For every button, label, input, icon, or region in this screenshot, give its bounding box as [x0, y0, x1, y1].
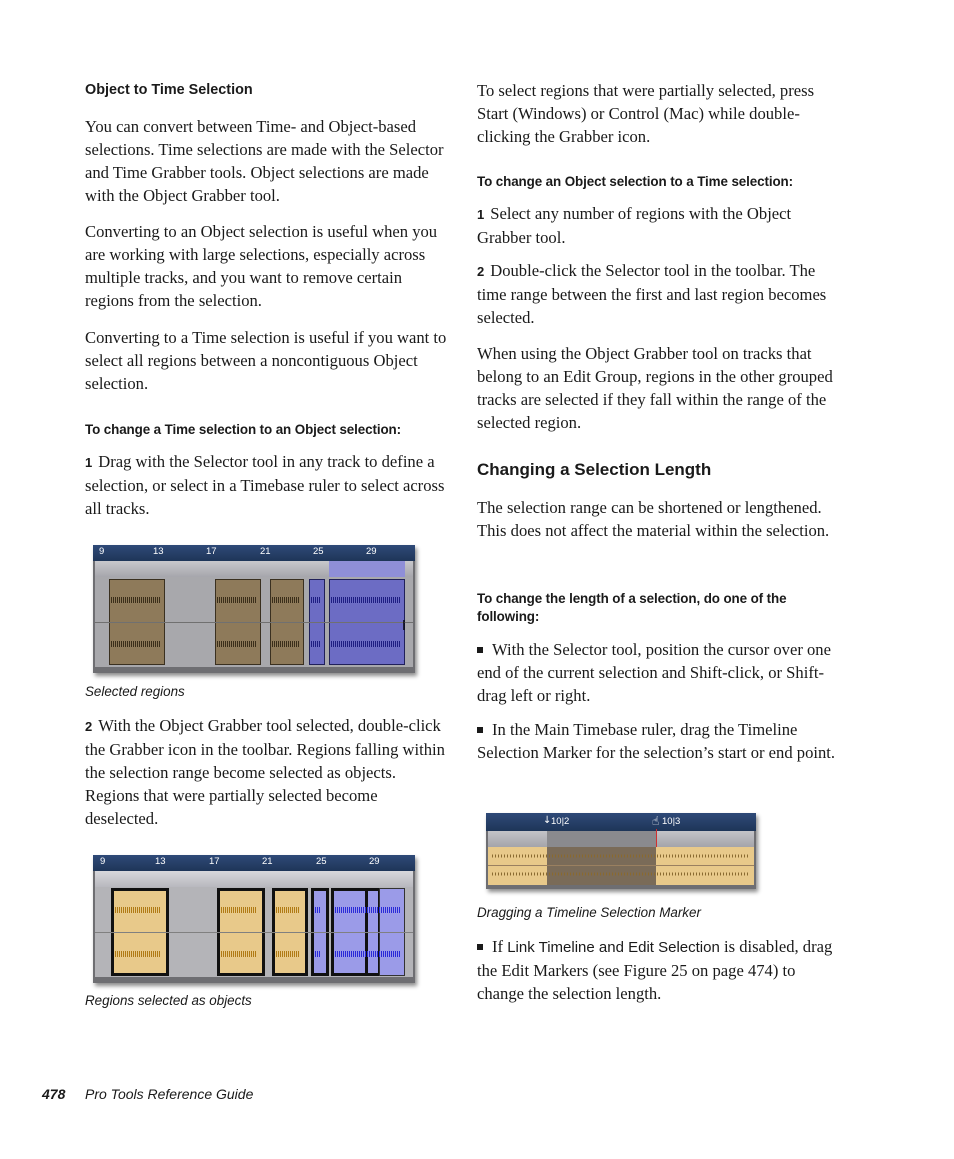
page-number: 478: [42, 1086, 66, 1102]
step-number: 1: [477, 207, 485, 222]
bullet-text: With the Selector tool, position the cursor over one end of the current selection and Shift-click, or Shift-drag left or right.: [477, 640, 831, 705]
bullet-item: [477, 718, 839, 764]
paragraph: You can convert between Time- and Object-based selections. Time selections are made with the Selector and Time Grabber tools. Object selections are made with the Object Grabber tool.: [85, 117, 444, 205]
step-number: 2: [477, 264, 485, 279]
track-area: [95, 577, 413, 667]
paragraph: When using the Object Grabber tool on tracks that belong to an Edit Group, regions in the other grouped tracks are selected if they fall within the range of the selected region.: [477, 344, 833, 432]
procedure-heading: To change the length of a selection, do one of the following:: [477, 591, 787, 624]
paragraph: To select regions that were partially selected, press Start (Windows) or Control (Mac) while double-clicking the Grabber icon.: [477, 81, 815, 146]
hand-cursor-icon: ☝: [652, 814, 660, 828]
waveforms: [95, 887, 413, 981]
figure-caption: Selected regions: [85, 684, 185, 699]
bullet-icon: [477, 647, 483, 653]
ruler-tick: 25: [316, 856, 327, 867]
ruler-tick: 13: [155, 856, 166, 867]
step-1: [477, 202, 839, 249]
bullet-text-pre: If: [492, 937, 508, 956]
step-number: 1: [85, 455, 93, 470]
step-text: Drag with the Selector tool in any track to define a selection, or select in a Timebase ruler to select across all tracks.: [85, 452, 445, 518]
figure-timeline-selection-marker: [486, 813, 756, 889]
ruler-tick: 10|2: [551, 816, 570, 827]
step-text: With the Object Grabber tool selected, double-click the Grabber icon in the toolbar. Regions falling within the selection range become selected as objects. Regions that were partially selected become deselected.: [85, 716, 445, 828]
ruler-tick: 10|3: [662, 816, 681, 827]
bullet-item: [477, 638, 839, 707]
figure-caption: Dragging a Timeline Selection Marker: [477, 905, 701, 920]
procedure-heading: To change a Time selection to an Object selection:: [85, 422, 401, 437]
ruler-tick: 17: [209, 856, 220, 867]
figure-caption: Regions selected as objects: [85, 993, 252, 1008]
step-number: 2: [85, 719, 93, 734]
ruler-tick: 9: [100, 856, 106, 867]
step-1: [85, 450, 447, 520]
heading-changing-selection-length: Changing a Selection Length: [477, 460, 712, 479]
svg-text:I: I: [402, 619, 406, 634]
bullet-item: [477, 935, 839, 1005]
bullet-text-post: is disabled, drag the Edit Markers (see Figure 25 on page 474) to change the selection length.: [477, 937, 833, 1003]
step-2: [477, 259, 839, 329]
guide-title: Pro Tools Reference Guide: [85, 1086, 254, 1102]
track-area: [95, 887, 413, 977]
timebase-ruler: [486, 813, 756, 831]
ruler-tick: 29: [369, 856, 380, 867]
timebase-ruler: [93, 545, 415, 561]
step-2: [85, 714, 447, 830]
step-text: Select any number of regions with the Object Grabber tool.: [477, 204, 792, 247]
paragraph: The selection range can be shortened or lengthened. This does not affect the material within the selection.: [477, 498, 830, 540]
timebase-ruler: [93, 855, 415, 871]
bullet-icon: [477, 727, 483, 733]
figure-regions-selected-as-objects: [93, 855, 415, 983]
start-marker-icon[interactable]: ↓: [543, 815, 552, 826]
waveforms: [95, 577, 413, 671]
ruler-tick: 29: [366, 546, 377, 557]
paragraph: Converting to an Object selection is useful when you are working with large selections, especially across multiple tracks, and you want to remove certain regions from the selection.: [85, 222, 438, 310]
ui-option-name: Link Timeline and Edit Selection: [507, 939, 720, 956]
bullet-text: In the Main Timebase ruler, drag the Timeline Selection Marker for the selection’s start or end point.: [477, 720, 836, 762]
bullet-icon: [477, 944, 483, 950]
track-area: [488, 847, 754, 885]
heading-object-to-time: Object to Time Selection: [85, 82, 253, 98]
selection-bar: [95, 561, 413, 577]
ruler-tick: 9: [99, 546, 105, 557]
ruler-tick: 13: [153, 546, 164, 557]
ruler-tick: 21: [262, 856, 273, 867]
waveforms: [488, 847, 754, 885]
selection-bar: [95, 871, 413, 887]
ruler-tick: 21: [260, 546, 271, 557]
paragraph: Converting to a Time selection is useful if you want to select all regions between a noncontiguous Object selection.: [85, 328, 447, 393]
figure-selected-regions: [93, 545, 415, 673]
ruler-tick: 25: [313, 546, 324, 557]
step-text: Double-click the Selector tool in the toolbar. The time range between the first and last region becomes selected.: [477, 261, 827, 327]
procedure-heading: To change an Object selection to a Time selection:: [477, 174, 793, 189]
ruler-tick: 17: [206, 546, 217, 557]
selection-bar: [488, 831, 754, 847]
